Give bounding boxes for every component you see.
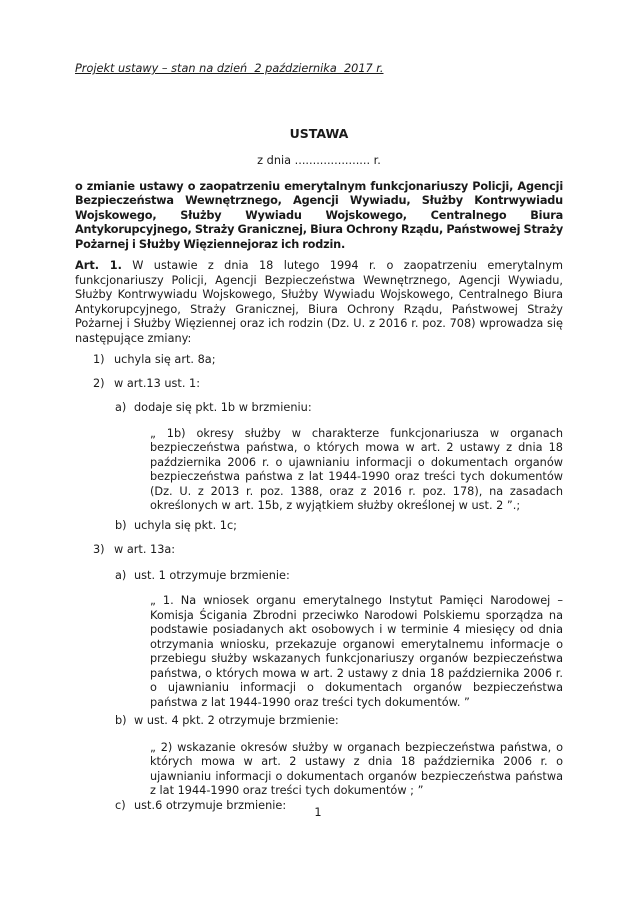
document-title: USTAWA (289, 125, 349, 141)
amendment-item-3a (75, 569, 563, 584)
quoted-provision-1b: „ 1b) okresy służby w charakterze funkcjonariusza w organach bezpieczeństwa państwa, o których mowa w art. 2 ustawy z dnia 18 października 2006 r. o ujawnianiu informacji o dokumentach organów bezpieczeństwa państwa z lat 1944-1990 oraz treści tych dokumentów (Dz. U. z 2013 r. poz. 1388, oraz z 2016 r. poz. 178), na zasadach określonych w art. 15b, z wyjątkiem służby określonej w ust. 2 ”.; (150, 426, 563, 512)
article-1-label: Art. 1. (75, 259, 122, 272)
item-marker: c) (115, 798, 126, 812)
amendment-item-2a (75, 401, 563, 416)
item-text: ust.6 otrzymuje brzmienie: (134, 798, 287, 812)
item-marker: a) (115, 568, 127, 582)
item-text: dodaje się pkt. 1b w brzmieniu: (134, 401, 312, 414)
amendment-item-1 (75, 353, 563, 368)
item-text: w art.13 ust. 1: (114, 376, 201, 390)
amendment-item-3b (75, 714, 563, 729)
item-text: uchyla się pkt. 1c; (134, 518, 237, 532)
item-text: uchyla się art. 8a; (114, 353, 216, 366)
amendment-item-2b (75, 519, 563, 534)
amendment-item-3 (75, 543, 563, 558)
item-marker: b) (115, 714, 127, 727)
item-text: w art. 13a: (114, 543, 176, 556)
item-text: w ust. 4 pkt. 2 otrzymuje brzmienie: (134, 714, 339, 727)
item-marker: a) (115, 401, 127, 414)
item-text: ust. 1 otrzymuje brzmienie: (134, 568, 290, 582)
amendment-item-2 (75, 377, 563, 392)
article-1-paragraph (75, 259, 563, 346)
item-marker: 2) (93, 376, 105, 390)
page-number: 1 (314, 806, 322, 819)
draft-status-note: Projekt ustawy – stan na dzień 2 października 2017 r. (75, 62, 384, 75)
enactment-date-line: z dnia ..................... r. (257, 154, 381, 167)
quoted-provision-ust1: „ 1. Na wniosek organu emerytalnego Instytut Pamięci Narodowej – Komisja Ścigania Zbrodni przeciwko Narodowi Polskiemu sporządza na podstawie posiadanych akt osobowych i w terminie 4 miesięcy od dnia otrzymania wniosku, przekazuje organowi emerytalnemu informacje o przebiegu służby wskazanych funkcjonariuszy organów bezpieczeństwa państwa, o których mowa w art. 2 ustawy z dnia 18 października 2006 r. o ujawnianiu informacji o dokumentach organów bezpieczeństwa państwa z lat 1944-1990 oraz treści tych dokumentów. ” (150, 594, 563, 709)
item-marker: 1) (93, 353, 105, 366)
quoted-provision-pkt2: „ 2) wskazanie okresów służby w organach bezpieczeństwa państwa, o których mowa w art. 2 ustawy z dnia 18 października 2006 r. o ujawnianiu informacji o dokumentach organów bezpieczeństwa państwa z lat 1944-1990 oraz treści tych dokumentów ; ” (150, 740, 563, 797)
item-marker: 3) (93, 543, 105, 556)
law-subject-paragraph: o zmianie ustawy o zaopatrzeniu emerytalnym funkcjonariuszy Policji, Agencji Bezpieczeństwa Wewnętrznego, Agencji Wywiadu, Służby Kontrwywiadu Wojskowego, Służby Wywiadu Wojskowego, Centralnego Biura Antykorupcyjnego, Straży Granicznej, Biura Ochrony Rządu, Państwowej Straży Pożarnej i Służby Więziennejoraz ich rodzin. (75, 179, 563, 251)
article-1-text: W ustawie z dnia 18 lutego 1994 r. o zaopatrzeniu emerytalnym funkcjonariuszy Policji, Agencji Bezpieczeństwa Wewnętrznego, Agencji Wywiadu, Służby Kontrwywiadu Wojskowego, Służby Wywiadu Wojskowego, Centralnego Biura Antykorupcyjnego, Straży Granicznej, Biura Ochrony Rządu, Państwowej Straży Pożarnej i Służby Więziennej oraz ich rodzin (Dz. U. z 2016 r. poz. 708) wprowadza się następujące zmiany: (75, 259, 564, 345)
item-marker: b) (115, 518, 127, 532)
